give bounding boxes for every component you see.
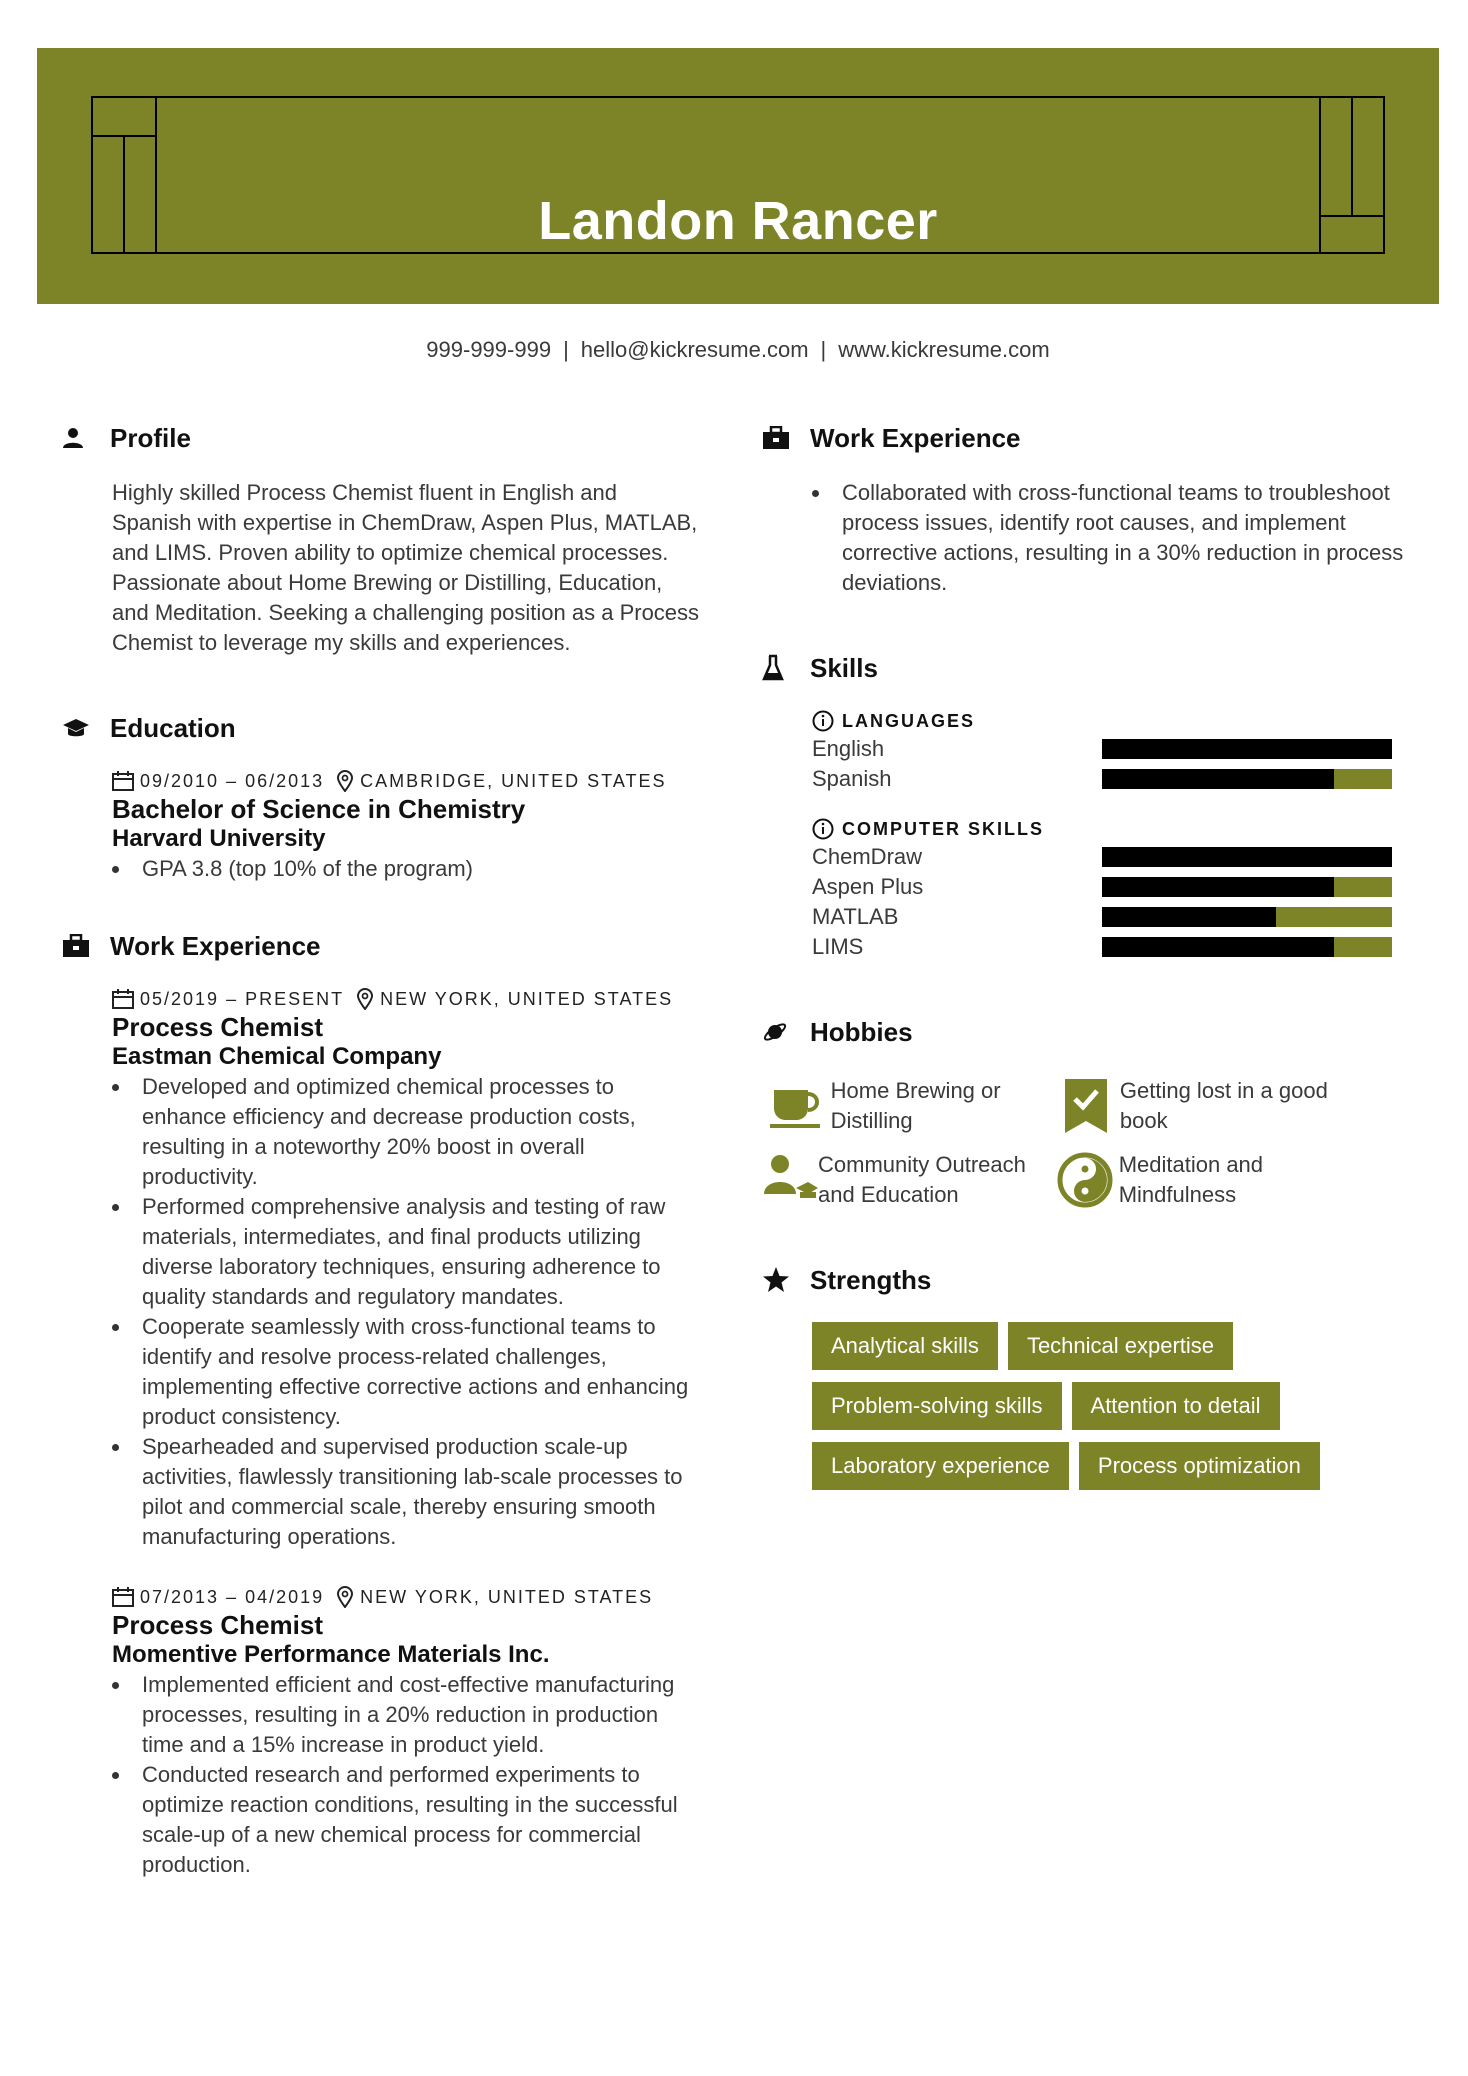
location-pin-icon	[336, 770, 354, 792]
header-banner	[37, 48, 1439, 304]
school-name: Harvard University	[112, 825, 326, 852]
phone[interactable]: 999-999-999	[426, 337, 552, 362]
location-pin-icon	[336, 1586, 354, 1608]
list-item: Implemented efficient and cost-effective manufacturing processes, resulting in a 20% reduction in production time and a 15% increase in product yield.	[112, 1670, 702, 1760]
strength-tag: Analytical skills	[812, 1322, 998, 1370]
calendar-icon	[112, 1587, 134, 1607]
work-experience-section	[62, 928, 702, 1880]
list-item: GPA 3.8 (top 10% of the program)	[112, 854, 702, 884]
skill-category-computer: COMPUTER SKILLS	[812, 816, 1422, 842]
yin-yang-icon	[1052, 1152, 1119, 1208]
skill-row: LIMS	[812, 932, 1422, 962]
calendar-icon	[112, 771, 134, 791]
skill-bar	[1102, 937, 1392, 957]
skill-bar	[1102, 877, 1392, 897]
contact-line: 999-999-999 | hello@kickresume.com | www.kickresume.com	[426, 337, 1050, 362]
education-heading: Education	[110, 712, 236, 743]
job-title: Process Chemist	[112, 1012, 323, 1042]
left-column	[62, 420, 702, 1880]
profile-section	[62, 420, 702, 658]
info-icon	[812, 710, 834, 732]
list-item: Cooperate seamlessly with cross-functional teams to identify and resolve process-related challenges, implementing effective corrective actions and enhancing product consistency.	[112, 1312, 702, 1432]
education-meta: 09/2010 – 06/2013 CAMBRIDGE, UNITED STATES	[112, 768, 702, 794]
work-heading: Work Experience	[810, 422, 1021, 453]
list-item: Spearheaded and supervised production scale-up activities, flawlessly transitioning lab-scale processes to pilot and commercial scale, thereby ensuring smooth manufacturing operations.	[112, 1432, 702, 1552]
list-item: Performed comprehensive analysis and testing of raw materials, intermediates, and final products utilizing diverse laboratory techniques, ensuring adherence to quality standards and regulatory mandates.	[112, 1192, 702, 1312]
right-column	[762, 420, 1422, 1502]
education-section	[62, 710, 702, 884]
skill-category-languages: LANGUAGES	[812, 708, 1422, 734]
skill-bar	[1102, 739, 1392, 759]
planet-icon	[762, 1017, 810, 1047]
strength-tag: Technical expertise	[1008, 1322, 1233, 1370]
graduation-cap-icon	[62, 713, 110, 743]
skill-bar	[1102, 769, 1392, 789]
teacher-icon	[762, 1154, 818, 1206]
hobby-item: Getting lost in a good book	[1052, 1076, 1342, 1136]
strength-tag: Laboratory experience	[812, 1442, 1069, 1490]
location-pin-icon	[356, 988, 374, 1010]
list-item: Collaborated with cross-functional teams to troubleshoot process issues, identify root causes, and implement corrective actions, resulting in a 30% reduction in process deviations.	[812, 478, 1422, 598]
job-bullets	[812, 478, 1422, 598]
star-icon	[762, 1265, 810, 1295]
candidate-name: Landon Rancer	[538, 191, 938, 251]
job-bullets	[112, 1072, 702, 1552]
job-title: Process Chemist	[112, 1610, 323, 1640]
skills-heading: Skills	[810, 652, 878, 683]
user-icon	[62, 423, 110, 453]
skill-row: MATLAB	[812, 902, 1422, 932]
hobbies-section	[762, 1014, 1422, 1210]
skill-row: Spanish	[812, 764, 1422, 794]
skills-section	[762, 650, 1422, 962]
skill-row: ChemDraw	[812, 842, 1422, 872]
hobbies-heading: Hobbies	[810, 1016, 913, 1047]
profile-heading: Profile	[110, 422, 191, 453]
info-icon	[812, 818, 834, 840]
company-name: Momentive Performance Materials Inc.	[112, 1641, 550, 1668]
job-meta: 07/2013 – 04/2019 NEW YORK, UNITED STATES	[112, 1584, 702, 1610]
degree-title: Bachelor of Science in Chemistry	[112, 794, 526, 824]
skill-row: English	[812, 734, 1422, 764]
briefcase-icon	[62, 931, 110, 961]
strengths-section	[762, 1262, 1422, 1502]
company-name: Eastman Chemical Company	[112, 1043, 442, 1070]
strengths-heading: Strengths	[810, 1264, 932, 1295]
profile-text: Highly skilled Process Chemist fluent in English and Spanish with expertise in ChemDraw, Aspen Plus, MATLAB, and LIMS. Proven ability to optimize chemical processes. Passionate about Home Brewing or Distilling, Education, and Meditation. Seeking a challenging position as a Process Chemist to leverage my skills and experiences.	[112, 480, 700, 655]
strength-tags	[812, 1322, 1372, 1502]
calendar-icon	[112, 989, 134, 1009]
strength-tag: Problem-solving skills	[812, 1382, 1062, 1430]
list-item: Conducted research and performed experiments to optimize reaction conditions, resulting in the successful scale-up of a new chemical process for commercial production.	[112, 1760, 702, 1880]
skill-bar	[1102, 847, 1392, 867]
coffee-cup-icon	[762, 1082, 831, 1130]
job-meta: 05/2019 – PRESENT NEW YORK, UNITED STATES	[112, 986, 702, 1012]
briefcase-icon	[762, 423, 810, 453]
strength-tag: Process optimization	[1079, 1442, 1320, 1490]
email[interactable]: hello@kickresume.com	[580, 337, 809, 362]
bookmark-check-icon	[1052, 1077, 1120, 1135]
flask-icon	[762, 653, 810, 683]
website[interactable]: www.kickresume.com	[838, 337, 1050, 362]
skill-bar	[1102, 907, 1392, 927]
education-bullets	[112, 854, 702, 884]
hobby-item: Meditation and Mindfulness	[1052, 1150, 1342, 1210]
work-heading: Work Experience	[110, 930, 321, 961]
hobby-item: Community Outreach and Education	[762, 1150, 1052, 1210]
job-bullets	[112, 1670, 702, 1880]
strength-tag: Attention to detail	[1072, 1382, 1280, 1430]
skill-row: Aspen Plus	[812, 872, 1422, 902]
list-item: Developed and optimized chemical processes to enhance efficiency and decrease production costs, resulting in a noteworthy 20% boost in overall productivity.	[112, 1072, 702, 1192]
work-experience-continued-section	[762, 420, 1422, 598]
hobby-item: Home Brewing or Distilling	[762, 1076, 1052, 1136]
